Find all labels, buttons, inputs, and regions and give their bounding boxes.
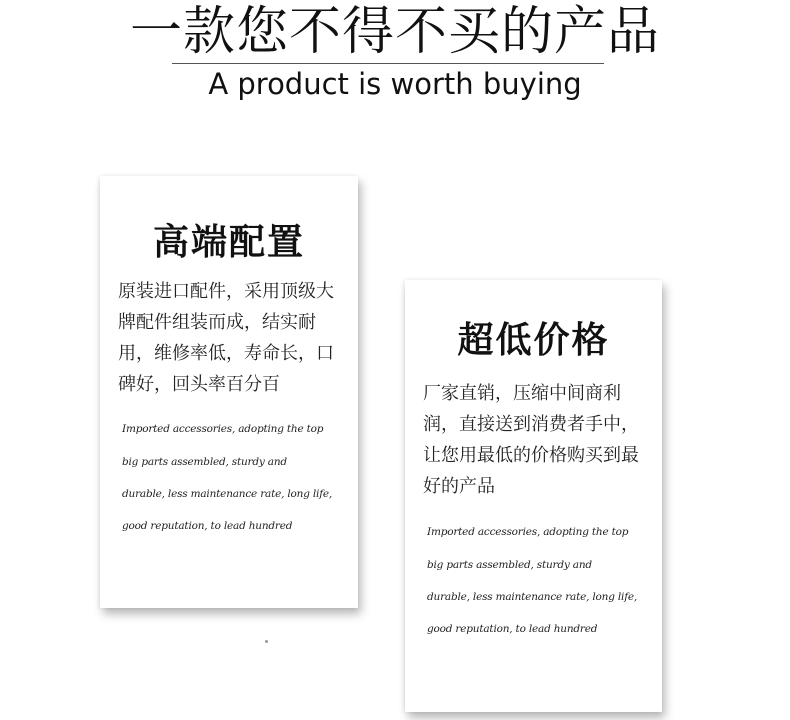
decorative-dot (265, 640, 268, 643)
card-english-line: durable, less maintenance rate, long life, (122, 488, 333, 500)
card-description: 原装进口配件，采用顶级大牌配件组装而成，结实耐用，维修率低，寿命长，口碑好，回头率百分百 (118, 281, 334, 395)
card-english-line: big parts assembled, sturdy and (122, 456, 287, 468)
card-english-line: good reputation, to lead hundred (122, 520, 293, 532)
card-english-line: durable, less maintenance rate, long life, (427, 591, 638, 603)
card-english-line: big parts assembled, sturdy and (427, 559, 592, 571)
page-subtitle: A product is worth buying (208, 67, 582, 101)
headline-divider (172, 63, 604, 64)
card-title: 高端配置 (152, 222, 305, 263)
page-headline: 一款您不得不买的产品 (129, 2, 660, 62)
card-english-line: Imported accessories, adopting the top (122, 423, 324, 435)
card-english-line: Imported accessories, adopting the top (427, 526, 629, 538)
card-english-line: good reputation, to lead hundred (427, 623, 598, 635)
card-title: 超低价格 (457, 320, 610, 361)
feature-card-low-price (405, 280, 662, 712)
card-description: 厂家直销，压缩中间商利润，直接送到消费者手中，让您用最低的价格购买到最好的产品 (423, 383, 639, 497)
feature-card-high-end (100, 176, 358, 608)
